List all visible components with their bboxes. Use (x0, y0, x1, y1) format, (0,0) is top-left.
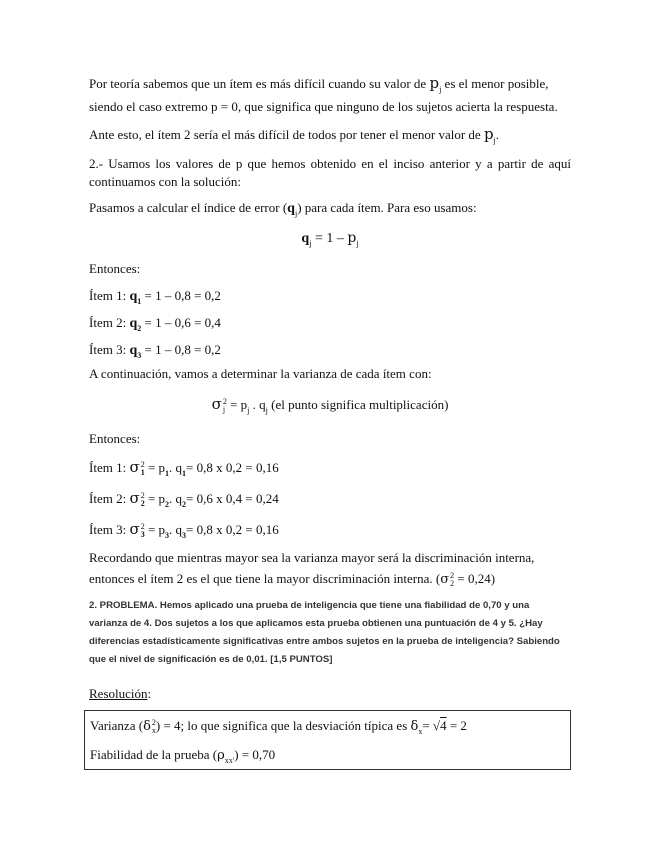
item-formula: = p (144, 460, 166, 475)
paragraph-text: . (495, 127, 500, 142)
subscript: 2 (450, 579, 455, 589)
p-symbol: p (483, 125, 494, 143)
heading-text: Resolución (89, 686, 148, 701)
subscript: j (265, 406, 268, 415)
formula-text: = p (226, 397, 248, 412)
formula-text: . q (249, 397, 266, 412)
subscript: 3 (140, 530, 145, 540)
box-text: = √ (422, 718, 441, 733)
q-symbol: q (129, 289, 138, 304)
item-formula: . q (169, 491, 183, 506)
q-item-2 (89, 314, 571, 334)
subscript: 3 (165, 531, 170, 540)
sigma-symbol: σ (129, 520, 140, 538)
sigma-symbol: σ (129, 458, 140, 476)
item-label: Ítem 1: (89, 288, 130, 303)
sigma-symbol: σ (129, 489, 140, 507)
subscript: 2 (137, 324, 142, 333)
item-formula: = p (144, 522, 166, 537)
subscript: 1 (140, 468, 145, 478)
paragraph-step-2: 2.- Usamos los valores de p que hemos obtenido en el inciso anterior y a partir de aquí continuamos con la solución: (89, 156, 571, 189)
formula-text: = 1 – (311, 231, 348, 246)
item-value: = 0,8 x 0,2 = 0,16 (186, 460, 279, 475)
q-symbol: q (129, 316, 138, 331)
var-item-2 (89, 489, 571, 510)
box-line-reliability (90, 746, 572, 766)
paragraph-text: entonces el ítem 2 es el que tiene la mayor discriminación interna. ( (89, 571, 441, 586)
sigma-symbol: σ (440, 572, 450, 587)
item-value: = 0,6 x 0,4 = 0,24 (186, 491, 279, 506)
paragraph-discrimination-line2 (89, 570, 571, 589)
paragraph-text: Por teoría sabemos que un ítem es más difícil cuando su valor de (89, 76, 430, 91)
p-symbol: p (429, 74, 440, 92)
superscript: 2 (140, 491, 145, 501)
subscript: 1 (165, 469, 170, 478)
box-line-variance (90, 717, 572, 737)
subscript: j (247, 406, 250, 415)
subscript: 1 (182, 469, 187, 478)
formula-note: (el punto significa multiplicación) (267, 397, 449, 412)
subscript: 3 (182, 531, 187, 540)
subscript: j (222, 405, 226, 415)
p-symbol: p (347, 230, 357, 246)
superscript: 2 (140, 460, 145, 470)
paragraph-difficulty (89, 74, 571, 95)
paragraph-text: = 0,24) (454, 571, 496, 586)
subscript: j (294, 209, 298, 218)
var-item-1 (89, 458, 571, 479)
item-formula: . q (169, 460, 183, 475)
paragraph-conclusion (89, 125, 571, 146)
item-label: Ítem 1: (89, 460, 130, 475)
item-value: = 1 – 0,6 = 0,4 (141, 315, 221, 330)
item-value: = 1 – 0,8 = 0,2 (141, 342, 221, 357)
paragraph-text: ) para cada ítem. Para eso usamos: (297, 200, 477, 215)
item-value: = 1 – 0,8 = 0,2 (141, 288, 221, 303)
subscript: 3 (137, 351, 142, 360)
superscript: 2 (151, 718, 156, 728)
subscript: j (439, 85, 442, 94)
subscript: x (418, 727, 423, 736)
problem-statement: 2. PROBLEMA. Hemos aplicado una prueba de inteligencia que tiene una fiabilidad de 0,70 y una varianza de 4. Dos sujetos a los que aplicamos esta prueba obtienen una puntuación de 4 y 5. ¿Hay diferencias estadísticamente significativas entre ambos sujetos en la prueba de inteligencia? Sabiendo que el nivel de significación es de 0,01. [1,5 PUNTOS] (89, 600, 560, 665)
item-formula: = p (144, 491, 166, 506)
subscript: 2 (182, 500, 187, 509)
box-text: Varianza ( (90, 718, 144, 733)
paragraph-text: Ante esto, el ítem 2 sería el más difícil de todos por tener el menor valor de (89, 127, 484, 142)
subscript: xx' (224, 756, 235, 765)
paragraph-error-index (89, 199, 571, 219)
paragraph-text: es el menor posible, (441, 76, 549, 91)
radicand: 4 (440, 718, 447, 733)
formula-error-index (89, 229, 571, 249)
delta-symbol: δ (143, 719, 151, 734)
item-label: Ítem 3: (89, 522, 130, 537)
item-value: = 0,8 x 0,2 = 0,16 (186, 522, 279, 537)
q-symbol: q (301, 231, 310, 246)
delta-symbol: δ (410, 719, 419, 734)
subscript: j (356, 239, 359, 248)
subscript: j (309, 239, 312, 248)
superscript: 2 (222, 397, 227, 407)
box-text: = 2 (446, 718, 467, 733)
subscript: 2 (165, 500, 170, 509)
label-entonces: Entonces: (89, 431, 141, 446)
formula-variance (89, 395, 571, 416)
item-formula: . q (169, 522, 183, 537)
item-label: Ítem 2: (89, 315, 130, 330)
q-symbol: q (287, 201, 295, 216)
box-text: Fiabilidad de la prueba ( (90, 747, 218, 762)
q-symbol: q (129, 343, 138, 358)
paragraph-difficulty-line2: siendo el caso extremo p = 0, que significa que ninguno de los sujetos acierta la respuesta. (89, 99, 558, 114)
rho-symbol: ρ (217, 748, 225, 763)
subscript: 1 (137, 297, 142, 306)
label-entonces: Entonces: (89, 261, 141, 276)
superscript: 2 (450, 571, 455, 581)
q-item-1 (89, 287, 571, 307)
subscript: j (493, 136, 496, 145)
superscript: 2 (140, 522, 145, 532)
subscript: x (151, 726, 156, 736)
paragraph-text: Pasamos a calcular el índice de error ( (89, 200, 288, 215)
item-label: Ítem 2: (89, 491, 130, 506)
var-item-3 (89, 520, 571, 541)
subscript: 2 (140, 499, 145, 509)
box-text: ) = 4; lo que significa que la desviación típica es (155, 718, 411, 733)
box-text: ) = 0,70 (234, 747, 276, 762)
heading-resolucion (89, 685, 571, 703)
q-item-3 (89, 341, 571, 361)
heading-colon: : (147, 686, 152, 701)
paragraph-discrimination: Recordando que mientras mayor sea la varianza mayor será la discriminación interna, (89, 550, 535, 565)
paragraph-variance: A continuación, vamos a determinar la varianza de cada ítem con: (89, 366, 432, 381)
sigma-symbol: σ (211, 395, 222, 413)
item-label: Ítem 3: (89, 342, 130, 357)
